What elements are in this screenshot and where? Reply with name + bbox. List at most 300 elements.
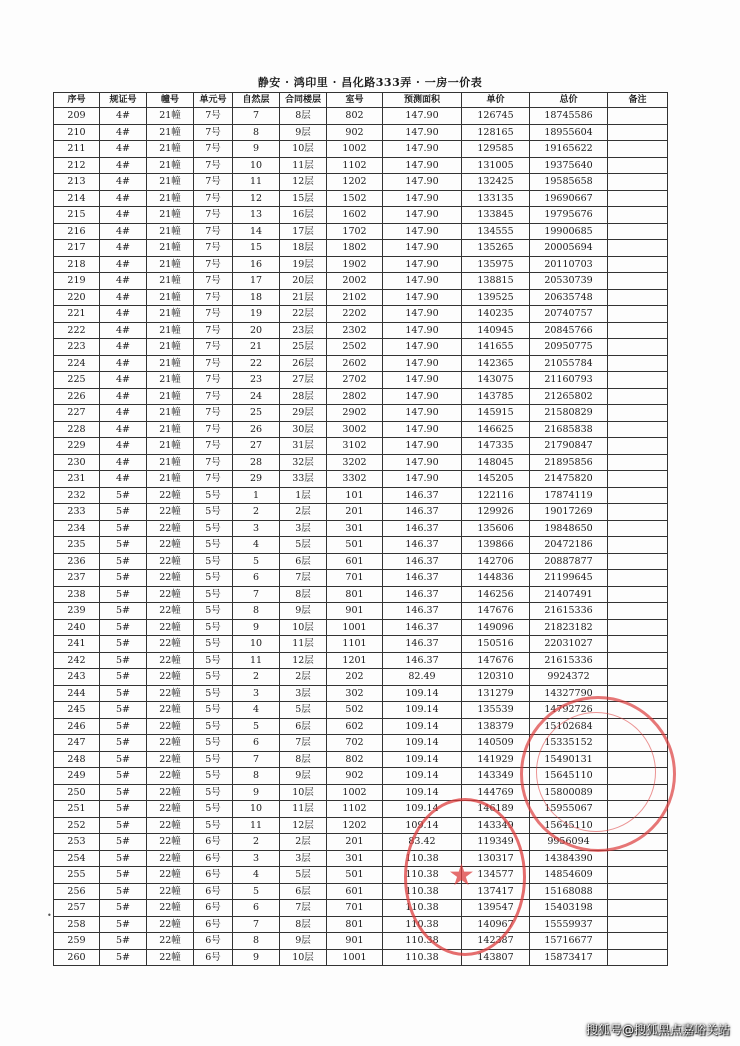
table-cell: 109.14 [383,801,462,818]
table-cell: 22幢 [147,834,194,851]
table-cell: 19848650 [530,520,608,537]
table-cell: 21幢 [147,438,194,455]
table-cell: 9 [233,784,280,801]
table-cell: 6号 [194,850,233,867]
table-cell: 143349 [462,768,530,785]
table-cell: 122116 [462,487,530,504]
table-cell: 16 [233,256,280,273]
table-cell: 133135 [462,190,530,207]
table-cell: 142387 [462,933,530,950]
table-cell: 5# [100,867,147,884]
table-cell: 21幢 [147,190,194,207]
table-cell: 7层 [280,900,327,917]
table-cell: 222 [54,322,100,339]
table-cell: 138815 [462,273,530,290]
table-cell: 801 [327,586,383,603]
table-cell: 22031027 [530,636,608,653]
table-cell: 13 [233,207,280,224]
table-cell: 135606 [462,520,530,537]
table-cell: 20950775 [530,339,608,356]
column-header: 总价 [530,93,608,108]
table-cell: 214 [54,190,100,207]
table-row [54,850,668,867]
table-cell: 6层 [280,718,327,735]
table-cell: 21615336 [530,603,608,620]
table-cell: 5号 [194,652,233,669]
table-cell: 901 [327,933,383,950]
table-cell: 22幢 [147,603,194,620]
table-cell: 21幢 [147,322,194,339]
table-cell: 218 [54,256,100,273]
table-cell: 146.37 [383,520,462,537]
table-cell: 216 [54,223,100,240]
table-cell: 258 [54,916,100,933]
table-cell: 211 [54,141,100,158]
table-cell: 30层 [280,421,327,438]
table-cell: 140945 [462,322,530,339]
table-cell: 21层 [280,289,327,306]
table-cell: 22幢 [147,504,194,521]
table-cell: 3层 [280,685,327,702]
table-cell: 2902 [327,405,383,422]
table-cell [608,504,668,521]
table-cell: 21895856 [530,454,608,471]
table-cell [608,157,668,174]
table-cell: 249 [54,768,100,785]
table-cell: 5 [233,553,280,570]
table-cell: 4# [100,157,147,174]
table-cell: 143807 [462,949,530,966]
table-cell: 21823182 [530,619,608,636]
table-cell: 4# [100,256,147,273]
table-cell: 20 [233,322,280,339]
column-header: 规证号 [100,93,147,108]
table-cell: 10层 [280,619,327,636]
table-row [54,570,668,587]
table-cell: 8 [233,603,280,620]
table-cell: 1102 [327,801,383,818]
table-cell: 16层 [280,207,327,224]
table-cell: 147.90 [383,355,462,372]
table-cell: 7号 [194,471,233,488]
table-cell: 7号 [194,339,233,356]
table-cell: 7号 [194,174,233,191]
table-cell: 229 [54,438,100,455]
table-cell: 146.37 [383,652,462,669]
table-cell: 141929 [462,751,530,768]
table-cell: 4# [100,240,147,257]
table-cell: 147335 [462,438,530,455]
table-cell: 223 [54,339,100,356]
table-cell: 12层 [280,174,327,191]
table-row [54,157,668,174]
table-cell: 5号 [194,735,233,752]
table-cell: 120310 [462,669,530,686]
table-cell [608,289,668,306]
table-cell: 147.90 [383,240,462,257]
table-cell: 147.90 [383,438,462,455]
table-cell: 4# [100,174,147,191]
table-row [54,289,668,306]
table-cell: 7号 [194,240,233,257]
table-cell: 32层 [280,454,327,471]
table-cell: 15490131 [530,751,608,768]
table-cell [608,652,668,669]
table-cell: 7号 [194,421,233,438]
table-cell: 141655 [462,339,530,356]
table-cell: 902 [327,768,383,785]
table-cell: 110.38 [383,867,462,884]
table-cell [608,355,668,372]
table-cell: 21幢 [147,471,194,488]
table-cell: 145915 [462,405,530,422]
table-cell: 130317 [462,850,530,867]
table-cell: 132425 [462,174,530,191]
table-cell: 14854609 [530,867,608,884]
table-row [54,669,668,686]
table-cell: 255 [54,867,100,884]
table-cell: 902 [327,124,383,141]
table-cell: 147.90 [383,256,462,273]
table-cell: 12层 [280,817,327,834]
table-cell: 139547 [462,900,530,917]
table-cell [608,487,668,504]
table-cell: 237 [54,570,100,587]
table-cell: 8 [233,933,280,950]
table-cell: 246 [54,718,100,735]
table-cell: 5# [100,586,147,603]
table-cell: 21幢 [147,157,194,174]
table-cell: 5# [100,883,147,900]
table-cell: 3 [233,685,280,702]
table-cell: 22 [233,355,280,372]
table-cell: 131279 [462,685,530,702]
table-cell: 242 [54,652,100,669]
table-cell: 18955604 [530,124,608,141]
table-cell [608,603,668,620]
table-cell: 129926 [462,504,530,521]
table-cell: 221 [54,306,100,323]
table-cell: 2502 [327,339,383,356]
table-cell: 83.42 [383,834,462,851]
table-cell: 21幢 [147,207,194,224]
table-cell: 7号 [194,438,233,455]
table-cell: 15102684 [530,718,608,735]
table-cell: 144769 [462,784,530,801]
table-cell: 21685838 [530,421,608,438]
table-cell: 230 [54,454,100,471]
table-cell: 4# [100,108,147,125]
table-cell [608,339,668,356]
table-cell: 6号 [194,916,233,933]
table-cell: 21幢 [147,405,194,422]
table-cell: 135539 [462,702,530,719]
table-cell: 7 [233,916,280,933]
table-cell: 4# [100,355,147,372]
table-cell: 21幢 [147,256,194,273]
table-cell: 147.90 [383,454,462,471]
table-cell: 109.14 [383,702,462,719]
table-cell: 147.90 [383,108,462,125]
table-cell: 5号 [194,487,233,504]
table-cell: 2102 [327,289,383,306]
table-cell: 1202 [327,817,383,834]
table-cell: 220 [54,289,100,306]
table-cell: 22幢 [147,702,194,719]
table-row [54,553,668,570]
table-cell: 138379 [462,718,530,735]
table-cell: 139866 [462,537,530,554]
table-cell: 143349 [462,817,530,834]
table-cell: 22幢 [147,636,194,653]
table-cell: 148045 [462,454,530,471]
table-cell [608,388,668,405]
table-cell: 146.37 [383,553,462,570]
table-cell [608,273,668,290]
table-cell: 2002 [327,273,383,290]
table-cell: 27 [233,438,280,455]
table-cell: 7号 [194,289,233,306]
column-header: 幢号 [147,93,194,108]
table-cell: 21幢 [147,306,194,323]
table-cell: 5层 [280,537,327,554]
table-cell: 33层 [280,471,327,488]
table-cell: 20530739 [530,273,608,290]
table-cell: 241 [54,636,100,653]
table-cell: 1102 [327,157,383,174]
table-cell: 11层 [280,801,327,818]
table-cell: 14327790 [530,685,608,702]
table-cell: 7号 [194,306,233,323]
table-cell: 256 [54,883,100,900]
table-cell: 21幢 [147,289,194,306]
table-cell: 110.38 [383,900,462,917]
table-cell: 8 [233,768,280,785]
table-cell: 5# [100,619,147,636]
table-cell: 252 [54,817,100,834]
table-cell: 5# [100,636,147,653]
table-cell: 22幢 [147,685,194,702]
column-header: 预测面积 [383,93,462,108]
table-cell: 501 [327,867,383,884]
table-cell: 10 [233,636,280,653]
table-cell: 5 [233,718,280,735]
table-cell: 31层 [280,438,327,455]
table-cell: 3302 [327,471,383,488]
table-cell: 5# [100,718,147,735]
table-cell: 2302 [327,322,383,339]
table-cell: 5号 [194,520,233,537]
table-cell: 11层 [280,636,327,653]
table-cell: 5# [100,916,147,933]
table-cell: 21407491 [530,586,608,603]
table-cell: 5号 [194,553,233,570]
official-seal-right-inner-ring [536,712,656,832]
table-cell: 146.37 [383,570,462,587]
table-cell: 134555 [462,223,530,240]
table-cell: 601 [327,553,383,570]
table-cell: 801 [327,916,383,933]
table-cell: 6号 [194,933,233,950]
table-cell: 7号 [194,322,233,339]
table-cell: 146.37 [383,636,462,653]
table-cell: 301 [327,850,383,867]
table-cell: 21幢 [147,388,194,405]
table-cell: 7号 [194,223,233,240]
table-cell: 22幢 [147,916,194,933]
column-header: 室号 [327,93,383,108]
table-cell: 147.90 [383,289,462,306]
table-cell: 1001 [327,949,383,966]
table-row [54,339,668,356]
table-cell: 4# [100,141,147,158]
table-cell: 5号 [194,718,233,735]
table-cell: 1001 [327,619,383,636]
table-cell: 7号 [194,124,233,141]
table-cell: 22幢 [147,784,194,801]
table-cell: 5# [100,817,147,834]
table-cell: 20层 [280,273,327,290]
table-cell: 22幢 [147,735,194,752]
table-cell: 9层 [280,603,327,620]
table-cell: 6 [233,570,280,587]
table-cell: 5# [100,603,147,620]
table-cell: 7 [233,586,280,603]
table-cell: 9 [233,141,280,158]
table-cell: 248 [54,751,100,768]
table-cell: 146256 [462,586,530,603]
table-cell: 7号 [194,454,233,471]
table-cell: 2802 [327,388,383,405]
table-cell: 260 [54,949,100,966]
table-row [54,388,668,405]
table-cell: 28 [233,454,280,471]
table-cell: 134577 [462,867,530,884]
table-cell: 2 [233,834,280,851]
table-row [54,619,668,636]
table-cell: 5号 [194,504,233,521]
table-cell: 7号 [194,372,233,389]
table-cell: 21615336 [530,652,608,669]
table-cell [608,306,668,323]
table-cell: 5号 [194,603,233,620]
table-cell: 26 [233,421,280,438]
table-row [54,636,668,653]
table-cell [608,256,668,273]
table-cell: 244 [54,685,100,702]
table-cell: 5号 [194,751,233,768]
table-cell: 22幢 [147,537,194,554]
table-cell: 133845 [462,207,530,224]
table-cell: 147.90 [383,174,462,191]
table-cell: 2202 [327,306,383,323]
table-cell: 147.90 [383,141,462,158]
table-cell: 22幢 [147,586,194,603]
table-cell: 19900685 [530,223,608,240]
table-row [54,256,668,273]
table-cell: 10层 [280,949,327,966]
table-cell: 5# [100,504,147,521]
table-cell: 6 [233,735,280,752]
table-cell: 22幢 [147,933,194,950]
table-cell: 245 [54,702,100,719]
table-cell: 29层 [280,405,327,422]
table-cell: 15 [233,240,280,257]
table-cell: 8层 [280,751,327,768]
table-cell: 109.14 [383,735,462,752]
table-cell: 147.90 [383,223,462,240]
table-cell: 22幢 [147,850,194,867]
table-cell: 5# [100,702,147,719]
table-cell: 5# [100,949,147,966]
table-cell: 254 [54,850,100,867]
table-cell: 7号 [194,108,233,125]
table-cell: 224 [54,355,100,372]
table-cell [608,619,668,636]
table-cell: 4# [100,306,147,323]
table-cell: 3 [233,520,280,537]
table-cell: 9924372 [530,669,608,686]
table-row [54,867,668,884]
table-cell: 4# [100,223,147,240]
table-cell: 17层 [280,223,327,240]
table-cell [608,405,668,422]
table-cell: 19017269 [530,504,608,521]
table-cell: 4# [100,190,147,207]
table-cell: 5号 [194,768,233,785]
table-cell: 25 [233,405,280,422]
table-cell: 110.38 [383,949,462,966]
table-cell: 234 [54,520,100,537]
table-cell: 22层 [280,306,327,323]
table-cell: 25层 [280,339,327,356]
table-cell: 15716677 [530,933,608,950]
table-cell: 5号 [194,586,233,603]
table-cell: 601 [327,883,383,900]
table-cell: 226 [54,388,100,405]
table-cell: 2层 [280,504,327,521]
table-cell: 4# [100,289,147,306]
table-cell: 9层 [280,124,327,141]
table-cell: 14792726 [530,702,608,719]
table-cell: 4# [100,471,147,488]
table-cell: 146.37 [383,504,462,521]
table-cell: 21475820 [530,471,608,488]
table-cell: 15645110 [530,817,608,834]
table-cell [608,537,668,554]
table-cell: 232 [54,487,100,504]
table-cell: 19层 [280,256,327,273]
table-cell: 22幢 [147,487,194,504]
table-cell: 146.37 [383,603,462,620]
table-cell: 146625 [462,421,530,438]
table-cell: 7号 [194,190,233,207]
table-cell: 9956094 [530,834,608,851]
table-cell: 142706 [462,553,530,570]
table-cell: 110.38 [383,883,462,900]
table-cell: 18 [233,289,280,306]
table-row [54,949,668,966]
table-cell: 239 [54,603,100,620]
table-row [54,223,668,240]
table-cell [608,553,668,570]
table-cell: 502 [327,702,383,719]
table-cell: 5# [100,553,147,570]
table-row [54,372,668,389]
table-cell: 4# [100,322,147,339]
table-cell: 147.90 [383,157,462,174]
table-cell: 22幢 [147,768,194,785]
